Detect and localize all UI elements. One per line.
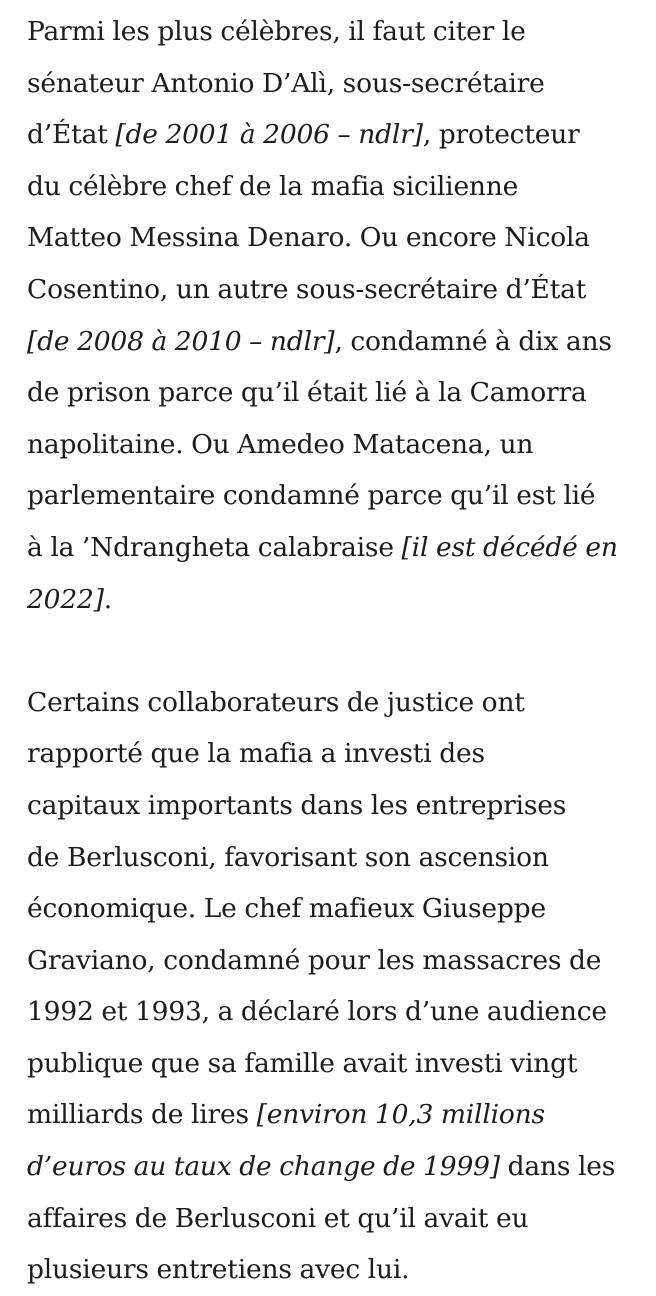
- text-run: , protecteur: [422, 119, 580, 151]
- text-line: [27, 470, 649, 522]
- editorial-note: 2022]: [27, 583, 104, 615]
- text-line: [27, 935, 649, 987]
- text-run: Certains collaborateurs de justice ont: [27, 686, 525, 718]
- text-line: [27, 832, 649, 884]
- editorial-note: [de 2001 à 2006 – ndlr]: [115, 119, 423, 151]
- text-line: [27, 316, 649, 368]
- text-line: [27, 58, 649, 110]
- text-line: [27, 1141, 649, 1193]
- text-run: affaires de Berlusconi et qu’il avait eu: [27, 1202, 529, 1234]
- text-run: .: [103, 583, 113, 615]
- text-run: 1992 et 1993, a déclaré lors d’une audience: [27, 996, 607, 1028]
- editorial-note: d’euros au taux de change de 1999]: [27, 1151, 500, 1183]
- text-line: [27, 728, 649, 780]
- text-line: [27, 522, 649, 574]
- text-run: de Berlusconi, favorisant son ascension: [27, 841, 549, 873]
- text-line: [27, 1038, 649, 1090]
- text-run: milliards de lires: [27, 1099, 257, 1131]
- text-run: sénateur Antonio D’Alì, sous-secrétaire: [27, 67, 545, 99]
- text-line: [27, 1193, 649, 1245]
- text-run: à la ’Ndrangheta calabraise: [27, 531, 402, 563]
- text-run: napolitaine. Ou Amedeo Matacena, un: [27, 428, 534, 460]
- text-run: capitaux importants dans les entreprises: [27, 789, 567, 821]
- text-line: [27, 677, 649, 729]
- text-line: [27, 367, 649, 419]
- text-line: [27, 1089, 649, 1141]
- article-paragraph: [27, 677, 649, 1296]
- text-line: [27, 1244, 649, 1296]
- text-run: parlementaire condamné parce qu’il est lié: [27, 480, 596, 512]
- text-run: rapporté que la mafia a investi des: [27, 738, 485, 770]
- text-run: dans les: [499, 1151, 616, 1183]
- text-run: Matteo Messina Denaro. Ou encore Nicola: [27, 222, 590, 254]
- text-line: [27, 574, 649, 626]
- text-line: [27, 986, 649, 1038]
- editorial-note: [environ 10,3 millions: [256, 1099, 545, 1131]
- text-line: [27, 780, 649, 832]
- editorial-note: [de 2008 à 2010 – ndlr]: [27, 325, 335, 357]
- text-line: [27, 161, 649, 213]
- article-paragraph: [27, 6, 649, 625]
- text-run: Parmi les plus célèbres, il faut citer le: [27, 16, 526, 47]
- text-run: de prison parce qu’il était lié à la Camorra: [27, 377, 587, 409]
- article-body: [27, 6, 649, 1296]
- text-line: [27, 109, 649, 161]
- text-run: , condamné à dix ans: [334, 325, 612, 357]
- editorial-note: [il est décédé en: [401, 531, 618, 563]
- text-line: [27, 419, 649, 471]
- text-run: plusieurs entretiens avec lui.: [27, 1254, 410, 1286]
- text-line: [27, 6, 649, 58]
- text-run: économique. Le chef mafieux Giuseppe: [27, 893, 546, 925]
- text-run: Cosentino, un autre sous-secrétaire d’État: [27, 273, 587, 305]
- text-run: Graviano, condamné pour les massacres de: [27, 944, 602, 976]
- text-line: [27, 212, 649, 264]
- text-run: publique que sa famille avait investi vingt: [27, 1047, 578, 1079]
- text-line: [27, 883, 649, 935]
- text-line: [27, 264, 649, 316]
- text-run: d’État: [27, 119, 116, 151]
- text-run: du célèbre chef de la mafia sicilienne: [27, 170, 519, 202]
